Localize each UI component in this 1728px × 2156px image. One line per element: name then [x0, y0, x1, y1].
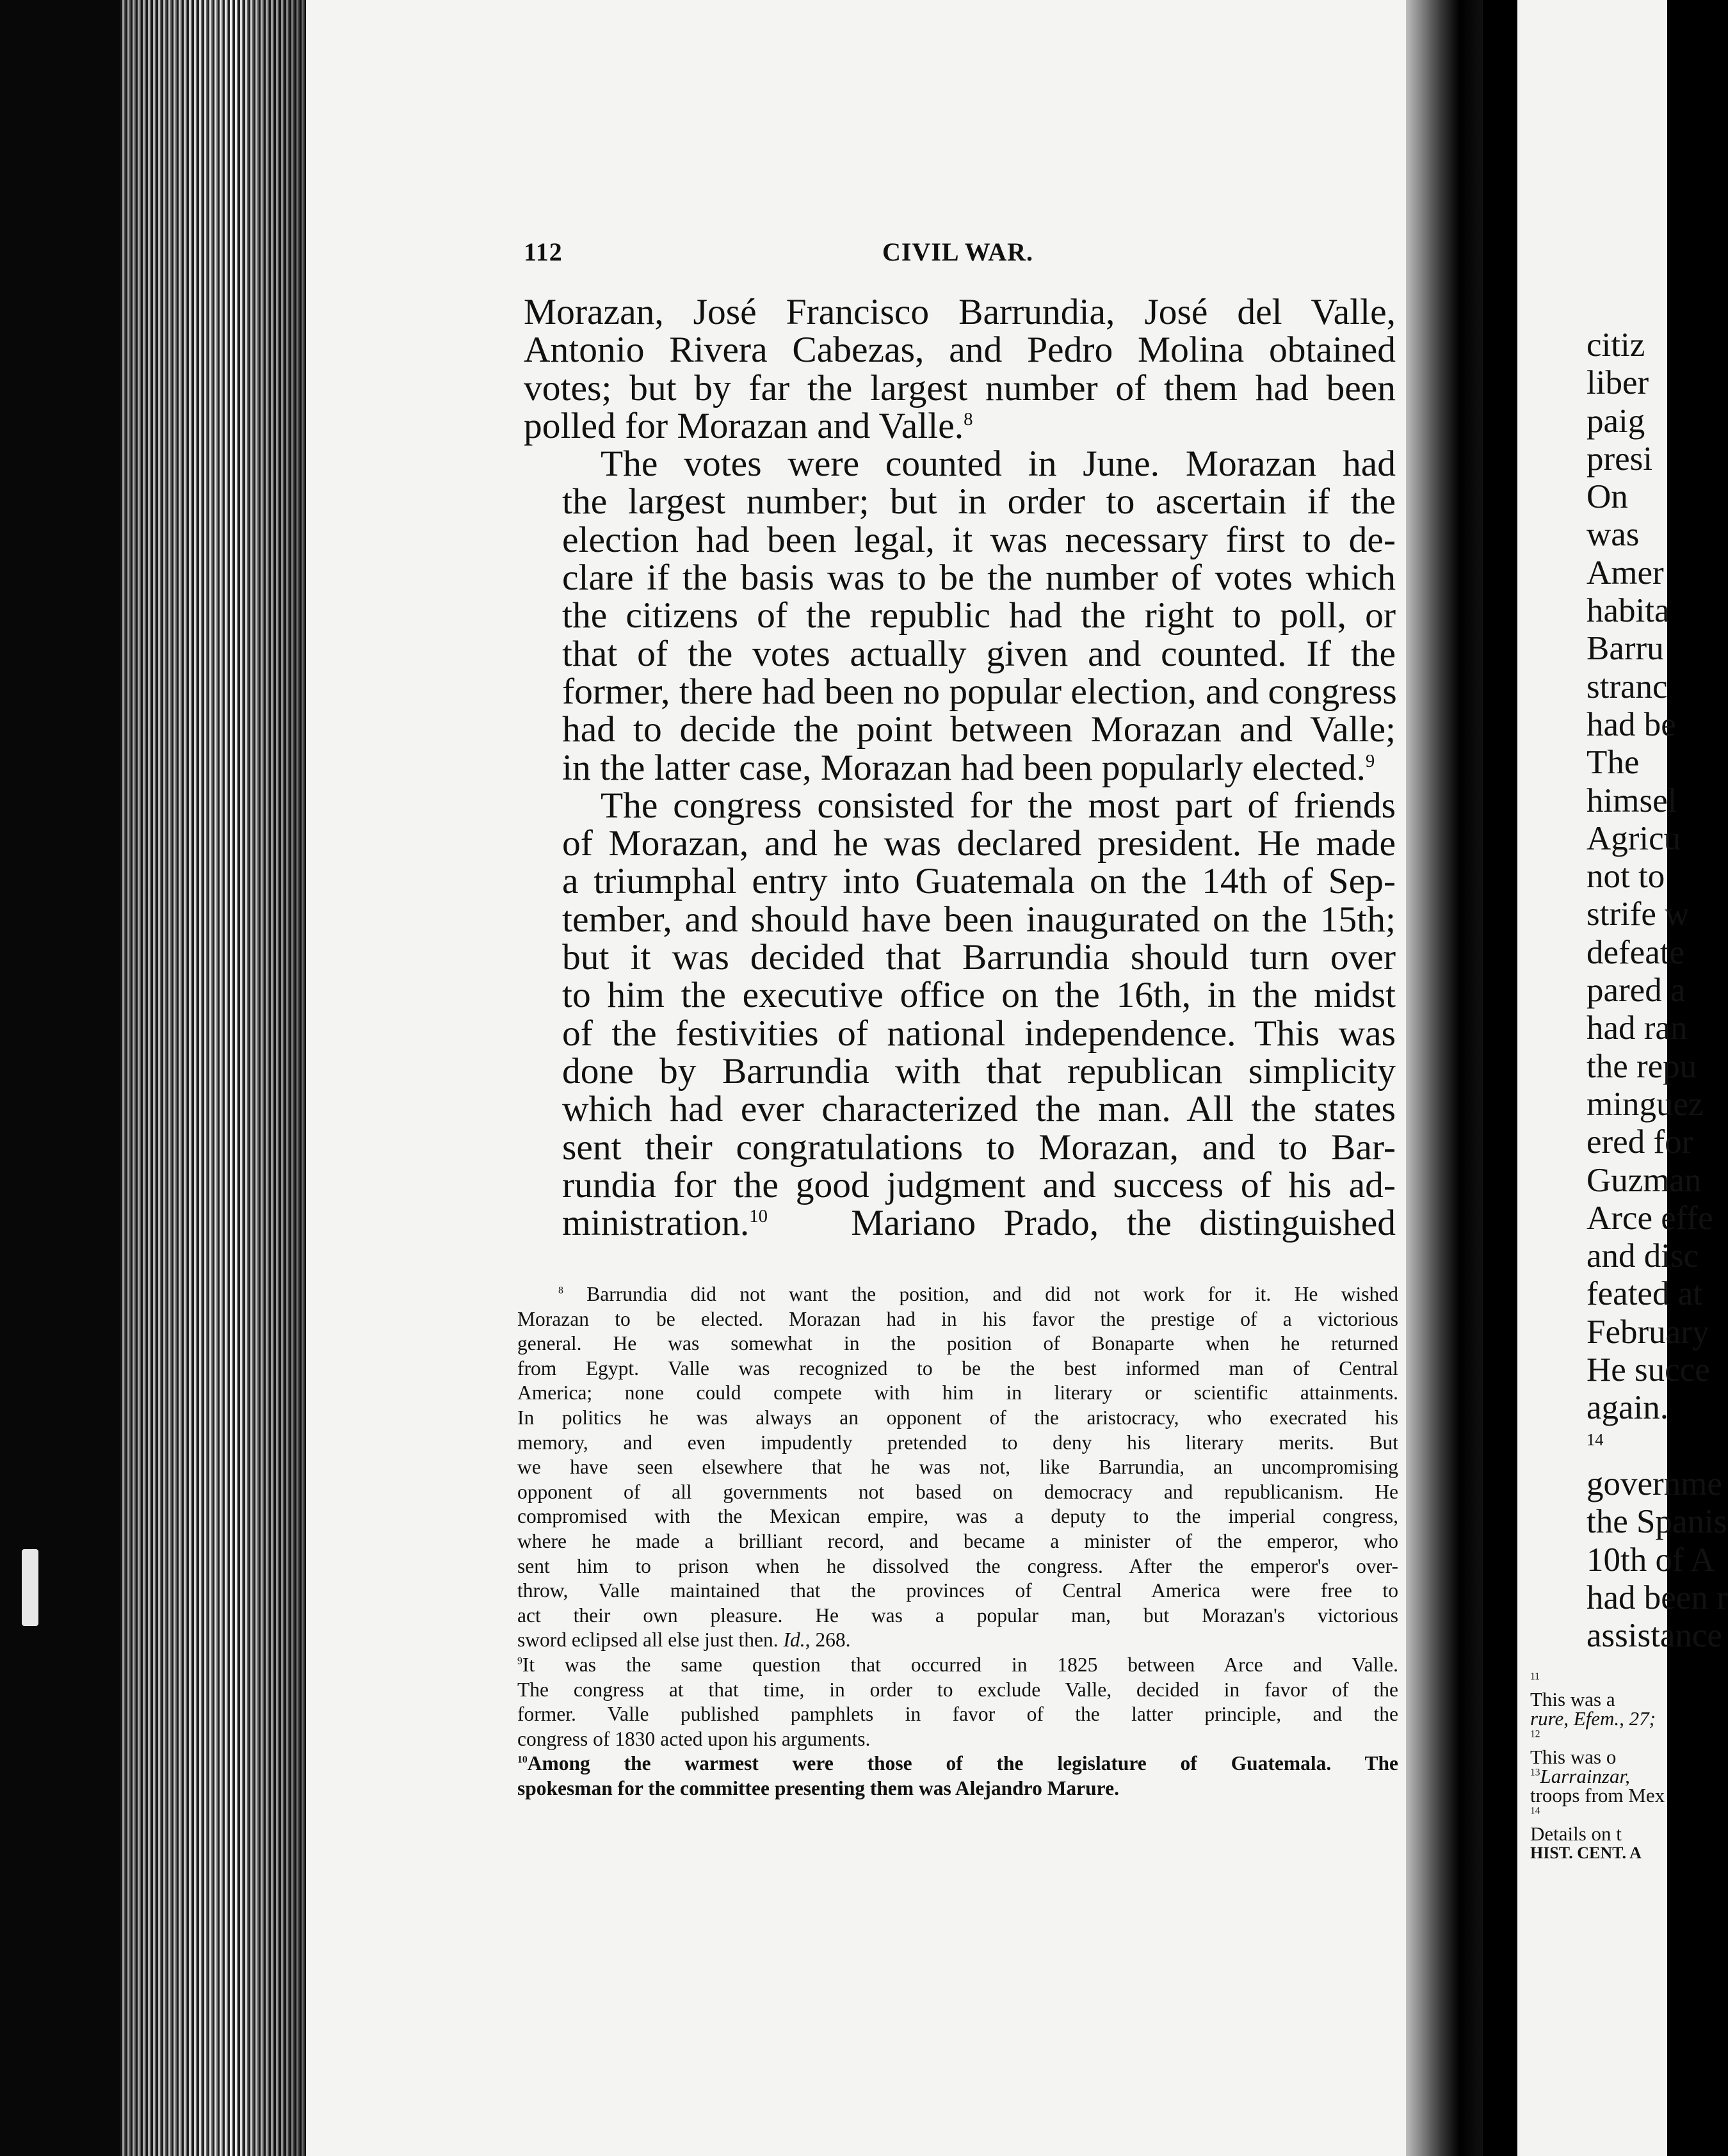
- footnote-line: Morazan to be elected. Morazan had in his favor the prestige of a victorious: [517, 1307, 1398, 1330]
- text-line: Guzman: [1587, 1161, 1702, 1199]
- text-line: ered for: [1587, 1123, 1693, 1161]
- footnote-9: $^9$It was the same question that occurred in 1825 between Arce and Valle.: [517, 1653, 1398, 1676]
- text-line: was: [1587, 516, 1640, 554]
- paragraph-2: [524, 445, 1396, 787]
- text-line: governme: [1587, 1465, 1722, 1502]
- text-line: Agricu: [1587, 819, 1681, 857]
- text-line: votes; but by far the largest number of them had been: [524, 367, 1396, 408]
- right-page-text: [1517, 0, 1728, 2156]
- text-line: 10th of A: [1587, 1541, 1715, 1579]
- text-line: election had been legal, it was necessary first to de-: [562, 519, 1396, 560]
- text-line: done by Barrundia with that republican simplicity: [562, 1050, 1396, 1091]
- footnote-line: troops from Mex: [1530, 1784, 1665, 1806]
- text-line: pared a: [1587, 972, 1686, 1010]
- text-line: presi: [1587, 440, 1653, 478]
- text-line: himsel: [1587, 782, 1677, 819]
- text-line: polled for Morazan and Valle.$^8$: [524, 405, 973, 446]
- text-line: the Spanis: [1587, 1503, 1727, 1541]
- text-line: Amer: [1587, 554, 1664, 591]
- footnote-number: 9: [517, 1655, 522, 1667]
- footnote-line: compromised with the Mexican empire, was a deputy to the imperial congress,: [517, 1505, 1398, 1528]
- text-line: of the festivities of national independence. This was: [562, 1013, 1396, 1054]
- text-line: defeate: [1587, 933, 1684, 971]
- page-edges: [120, 0, 306, 2156]
- paragraph-3: [524, 787, 1396, 1243]
- right-page-footnotes: [1530, 1671, 1722, 1863]
- footnote-line: rure, Efem., 27;: [1530, 1707, 1656, 1730]
- text-line: tember, and should have been inaugurated on the 15th;: [562, 899, 1396, 940]
- footnote-ref-14: 14: [1587, 1429, 1604, 1449]
- text-line: former, there had been no popular election, and congress: [562, 671, 1397, 712]
- text-line: The: [1587, 744, 1640, 782]
- footnote-line: $^{11}$ This was a: [1530, 1671, 1615, 1710]
- footnote-line: opponent of all governments not based on democracy and republicanism. He: [517, 1480, 1398, 1503]
- text-line: February: [1587, 1313, 1709, 1351]
- text-line: Arce effe: [1587, 1199, 1713, 1237]
- text-line: had ran: [1587, 1010, 1688, 1047]
- footnote-number: 8: [558, 1285, 563, 1296]
- text-line: not to: [1587, 858, 1665, 896]
- text-line: clare if the basis was to be the number of votes which: [562, 558, 1396, 599]
- footnote-line: act their own pleasure. He was a popular man, but Morazan's victorious: [517, 1604, 1398, 1627]
- footnote-line: sent him to prison when he dissolved the congress. After the emperor's over-: [517, 1554, 1398, 1577]
- text-line: Morazan, José Francisco Barrundia, José del Valle,: [524, 292, 1396, 332]
- footnote-line: throw, Valle maintained that the provinces of Central America were free to: [517, 1579, 1398, 1602]
- text-line: Antonio Rivera Cabezas, and Pedro Molina obtained: [524, 330, 1396, 371]
- text-line: had to decide the point between Morazan and Valle;: [562, 709, 1396, 750]
- text-line: habita: [1587, 592, 1670, 630]
- book-gutter: [1406, 0, 1483, 2156]
- text-line: Barru: [1587, 630, 1664, 668]
- text-line: but it was decided that Barrundia should turn over: [562, 937, 1396, 978]
- footnote-line: general. He was somewhat in the position of Bonaparte when he returned: [517, 1332, 1398, 1355]
- page-clip: [22, 1549, 38, 1626]
- text-line: assistance: [1587, 1617, 1722, 1655]
- footnote-line: In politics he was always an opponent of the aristocracy, who execrated his: [517, 1406, 1398, 1429]
- footnote-line: $^{13}$Larrainzar,: [1530, 1765, 1630, 1787]
- footnote-line: $^{12}$ This was o: [1530, 1728, 1617, 1768]
- running-title: CIVIL WAR.: [882, 237, 1033, 266]
- footnote-line: $^{14}$ Details on t: [1530, 1805, 1622, 1845]
- text-line: again. $^{14}$: [1587, 1389, 1669, 1449]
- text-line: sent their congratulations to Morazan, and to Bar-: [562, 1127, 1396, 1168]
- footnote-ref-9: 9: [1365, 750, 1375, 771]
- text-line: the largest number; but in order to ascertain if the: [562, 481, 1396, 522]
- text-line: On: [1587, 478, 1628, 516]
- footnote-ref-10: 10: [749, 1205, 768, 1227]
- text-line: the repu: [1587, 1047, 1697, 1085]
- text-line: to him the executive office on the 16th, in the midst: [562, 975, 1396, 1016]
- text-line: rundia for the good judgment and success of his ad-: [562, 1164, 1396, 1205]
- citation-ibid: Id.: [783, 1629, 805, 1652]
- text-line: had been r: [1587, 1579, 1728, 1616]
- text-line: liber: [1587, 364, 1649, 402]
- text-line: had be: [1587, 705, 1676, 743]
- footnote-line: sword eclipsed all else just then. Id., 268.: [517, 1629, 851, 1652]
- paragraph-1: [524, 293, 1396, 445]
- text-line: of Morazan, and he was declared president. He made: [562, 823, 1396, 864]
- footnote-number: 10: [517, 1754, 528, 1766]
- text-line: stranc: [1587, 668, 1668, 705]
- footnote-line: HIST. CENT. A: [1530, 1844, 1642, 1862]
- footnote-10: $^{10}$Among the warmest were those of the legislature of Guatemala. The: [517, 1752, 1398, 1775]
- text-line: paig: [1587, 402, 1645, 440]
- footnote-line: former. Valle published pamphlets in favor of the latter principle, and the: [517, 1703, 1398, 1726]
- footnote-line: memory, and even impudently pretended to deny his literary merits. But: [517, 1431, 1398, 1454]
- footnote-line: we have seen elsewhere that he was not, like Barrundia, an uncompromising: [517, 1456, 1398, 1479]
- footnote-line: America; none could compete with him in literary or scientific attainments.: [517, 1381, 1398, 1404]
- scanner-background: [0, 0, 120, 2156]
- text-line: strife w: [1587, 896, 1690, 933]
- text-line: The votes were counted in June. Morazan had: [601, 444, 1396, 485]
- text-line: minguez: [1587, 1085, 1704, 1123]
- text-line: the citizens of the republic had the right to poll, or: [562, 595, 1396, 636]
- footnote-ref-8: 8: [964, 408, 973, 430]
- text-line: ministration.$^{10}$ Mariano Prado, the distinguished: [562, 1203, 1396, 1244]
- footnote-line: The congress at that time, in order to exclude Valle, decided in favor of the: [517, 1678, 1398, 1701]
- page-header: [524, 237, 1388, 275]
- right-page-body: [1587, 326, 1728, 1655]
- text-line: in the latter case, Morazan had been popularly elected.$^9$: [562, 747, 1375, 788]
- page-number: 112: [524, 237, 563, 266]
- text-line: citiz: [1587, 326, 1645, 364]
- main-text: [524, 293, 1396, 1242]
- footnote-8: $^8$ Barrundia did not want the position, and did not work for it. He wished: [558, 1283, 1398, 1305]
- text-line: The congress consisted for the most part of friends: [601, 785, 1396, 826]
- text-line: feated at: [1587, 1275, 1702, 1313]
- footnote-line: from Egypt. Valle was recognized to be the best informed man of Central: [517, 1356, 1398, 1380]
- footnote-line: congress of 1830 acted upon his arguments.: [517, 1727, 871, 1750]
- text-line: He succe: [1587, 1351, 1710, 1389]
- footnote-line: where he made a brilliant record, and became a minister of the emperor, who: [517, 1529, 1398, 1552]
- text-line: and disc: [1587, 1237, 1699, 1275]
- footnote-line: spokesman for the committee presenting them was Alejandro Marure.: [517, 1776, 1119, 1799]
- text-line: a triumphal entry into Guatemala on the 14th of Sep-: [562, 861, 1396, 902]
- text-line: that of the votes actually given and counted. If the: [562, 633, 1396, 674]
- text-line: which had ever characterized the man. All the states: [562, 1089, 1396, 1130]
- footnotes: [517, 1282, 1398, 1801]
